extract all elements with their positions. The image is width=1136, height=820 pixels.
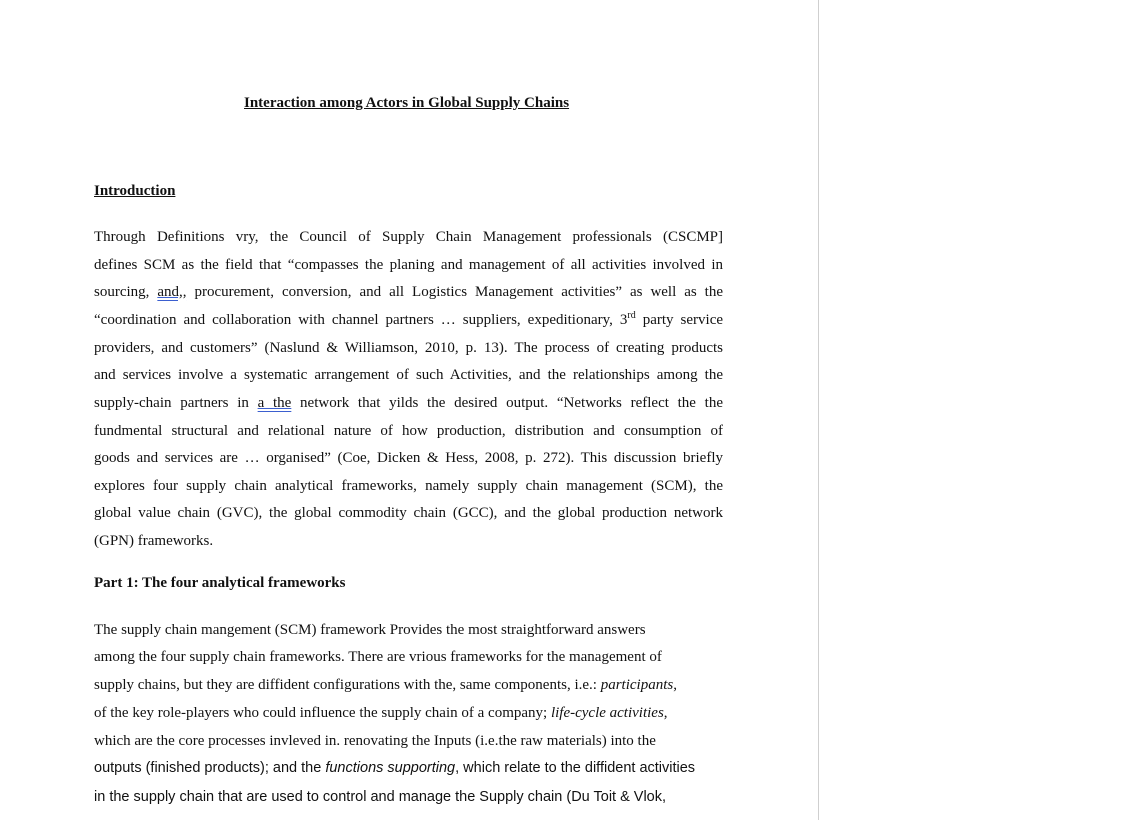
grammar-flag[interactable]: and,, xyxy=(157,284,187,300)
paragraph-line: providers, and customers” (Naslund & Williamson, 2010, p. 13). The process of creating products xyxy=(94,340,723,356)
paragraph-line: supply-chain partners in a the network that yilds the desired output. “Networks reflect the the xyxy=(94,395,723,411)
paragraph-line: of the key role-players who could influence the supply chain of a company; life-cycle activities, xyxy=(94,705,668,721)
paragraph-line: The supply chain mangement (SCM) framework Provides the most straightforward answers xyxy=(94,622,646,638)
introduction-heading: Introduction xyxy=(94,183,176,199)
part1-heading: Part 1: The four analytical frameworks xyxy=(94,575,346,591)
paragraph-line: (GPN) frameworks. xyxy=(94,533,214,549)
paragraph-line: fundmental structural and relational nature of how production, distribution and consumption of xyxy=(94,423,723,439)
paragraph-line: supply chains, but they are diffident configurations with the, same components, i.e.: participants, xyxy=(94,677,677,693)
paragraph-line: “coordination and collaboration with channel partners … suppliers, expeditionary, 3rd party service xyxy=(94,310,724,328)
paragraph-line: defines SCM as the field that “compasses the planing and management of all activities involved in xyxy=(94,257,723,273)
paragraph-line: sourcing, and,, procurement, conversion, and all Logistics Management activities” as well as the xyxy=(94,284,723,300)
paragraph-line: which are the core processes invleved in. renovating the Inputs (i.e.the raw materials) into the xyxy=(94,733,656,749)
canvas-background xyxy=(819,0,1136,820)
paragraph-line: goods and services are … organised” (Coe, Dicken & Hess, 2008, p. 272). This discussion briefly xyxy=(94,450,723,466)
paragraph-line: and services involve a systematic arrangement of such Activities, and the relationships among the xyxy=(94,367,723,383)
paragraph-line: among the four supply chain frameworks. There are vrious frameworks for the management of xyxy=(94,649,662,665)
paragraph-line: in the supply chain that are used to control and manage the Supply chain (Du Toit & Vlok, xyxy=(94,789,667,805)
grammar-flag[interactable]: a the xyxy=(257,395,292,411)
paragraph-line: outputs (finished products); and the functions supporting, which relate to the diffident activities xyxy=(94,760,696,776)
paragraph-line: global value chain (GVC), the global commodity chain (GCC), and the global production network xyxy=(94,505,723,521)
paragraph-line: explores four supply chain analytical frameworks, namely supply chain management (SCM), the xyxy=(94,478,723,494)
document-title: Interaction among Actors in Global Supply Chains xyxy=(244,95,570,111)
paragraph-line: Through Definitions vry, the Council of Supply Chain Management professionals (CSCMP] xyxy=(94,229,723,245)
